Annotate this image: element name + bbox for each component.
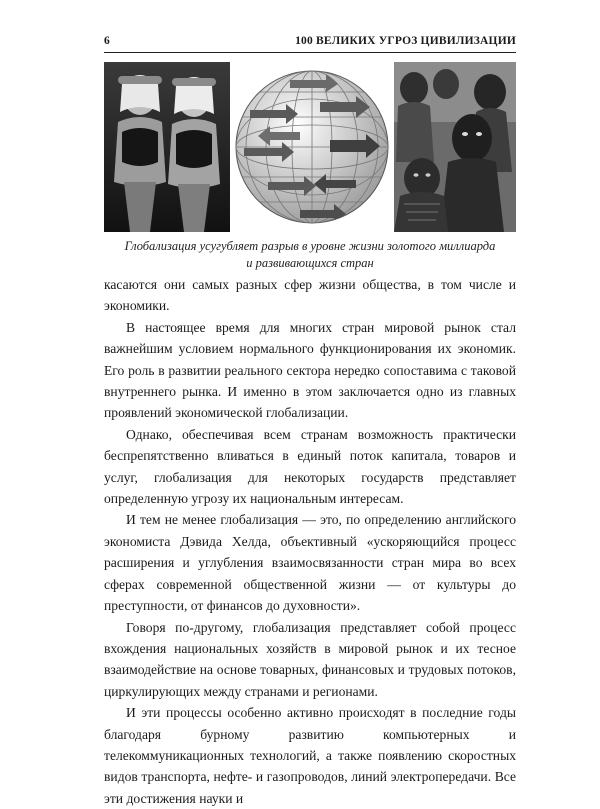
figure-caption — [104, 238, 516, 272]
caption-line-1: Глобализация усугубляет разрыв в уровне жизни золотого миллиарда — [124, 239, 496, 253]
page-number: 6 — [104, 35, 110, 47]
paragraph: Однако, обеспечивая всем странам возможность практически беспрепятственно вливаться в единый поток капитала, товаров и услуг, глобализация для некоторых государств представляет определенную угрозу их национальным интересам. — [104, 426, 516, 507]
photo-right — [394, 62, 516, 232]
running-header — [104, 34, 516, 53]
illustration — [104, 62, 516, 232]
paragraph: Говоря по-другому, глобализация представляет собой процесс вхождения национальных хозяйств в мировой рынок и их тесное взаимодействие на основе товарных, финансовых и трудовых потоков, циркулирующих между странами и регионами. — [104, 619, 516, 699]
paragraph: И эти процессы особенно активно происходят в последние годы благодаря бурному развитию компьютерных и телекоммуникационных технологий, а также появлению скоростных видов транспорта, нефте- и газопроводов, линий электропередачи. Все эти достижения науки и — [104, 705, 516, 806]
body-text — [104, 274, 516, 809]
paragraph: касаются они самых разных сфер жизни общества, в том числе и экономики. — [104, 277, 516, 314]
globe-image — [230, 62, 394, 232]
running-title: 100 ВЕЛИКИХ УГРОЗ ЦИВИЛИЗАЦИИ — [295, 35, 516, 47]
paragraph: И тем не менее глобализация — это, по определению английского экономиста Дэвида Хелда, объективный «ускоряющийся процесс расширения и углубления взаимосвязанности стран мира во всех сферах современной общественной жизни — от культуры до преступности, от финансов до духовности». — [104, 512, 516, 614]
paragraph: В настоящее время для многих стран мировой рынок стал важнейшим условием нормального функционирования их экономик. Его роль в развитии реального сектора нередко сопоставима с таковой внутреннего рынка. И именно в этом заключается одно из главных проявлений экономической глобализации. — [104, 319, 516, 421]
caption-line-2: и развивающихся стран — [246, 256, 374, 270]
photo-left — [104, 62, 230, 232]
